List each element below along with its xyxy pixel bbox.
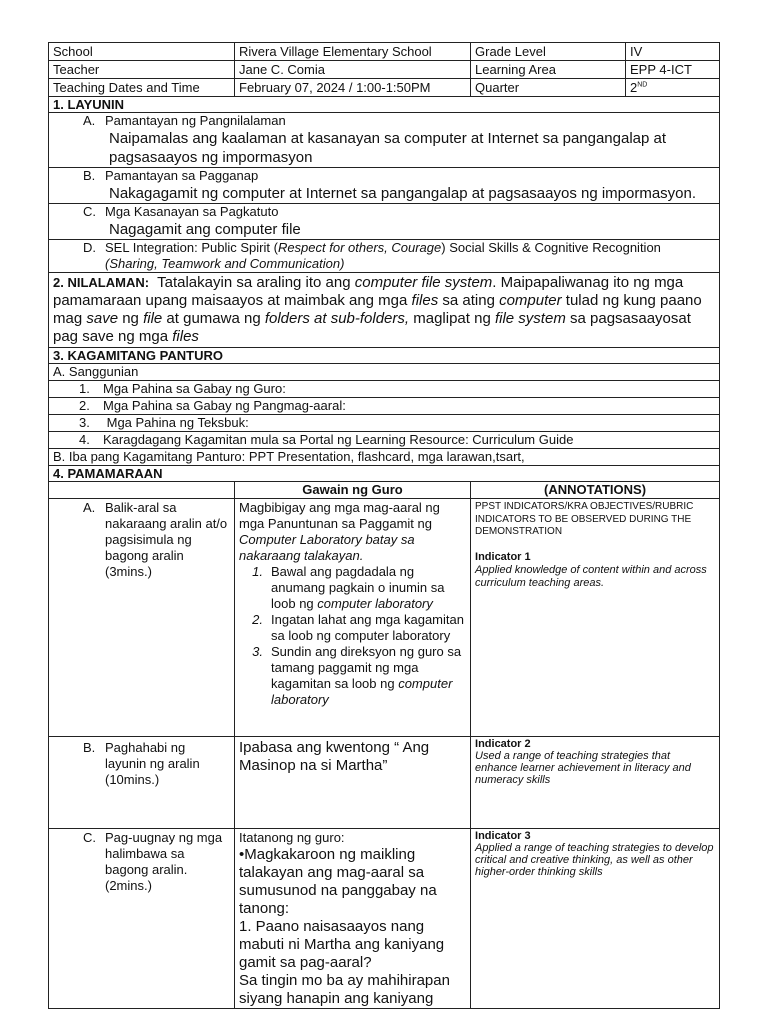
nilalaman-text-3: sa ating [438, 292, 500, 309]
phase-a-guro [235, 499, 471, 737]
nilalaman-italic-1: computer file system [354, 274, 493, 291]
annotation-heading: PPST INDICATORS/KRA OBJECTIVES/RUBRIC INDICATORS TO BE OBSERVED DURING THE DEMONSTRATION [475, 501, 694, 537]
kagamitan-item-number: 2. [79, 398, 90, 413]
layunin-d-line2: (Sharing, Teamwork and Communication) [105, 256, 345, 271]
layunin-b [49, 168, 720, 204]
kagamitan-item-text: Karagdagang Kagamitan mula sa Portal ng Learning Resource: Curriculum Guide [103, 432, 574, 447]
phase-b-annotation [471, 737, 720, 829]
header-row-school [49, 43, 720, 61]
phase-b-guro: Ipabasa ang kwentong “ Ang Masinop na si Martha” [235, 737, 471, 829]
layunin-c-text: Nagagamit ang computer file [109, 221, 301, 238]
nilalaman-italic-4: save [86, 310, 119, 327]
rule-text: Sundin ang direksyon ng guro sa tamang paggamit ng mga kagamitan sa loob ng [271, 644, 462, 691]
school-value: Rivera Village Elementary School [235, 43, 471, 61]
column-gawain-ng-guro: Gawain ng Guro [235, 482, 471, 499]
phase-a-label: A. [83, 500, 96, 515]
nilalaman-italic-8: files [172, 328, 199, 345]
kagamitan-item-number: 1. [79, 381, 90, 396]
layunin-d [49, 240, 720, 273]
area-value: EPP 4-ICT [626, 61, 720, 79]
layunin-a [49, 113, 720, 168]
kagamitan-item-text: Mga Pahina sa Gabay ng Pangmag-aaral: [103, 398, 346, 413]
phase-c-text-1: •Magkakaroon ng maikling talakayan ang mag-aaral sa sumusunod na panggabay na tanong: [239, 846, 437, 917]
phase-a-annotation [471, 499, 720, 737]
layunin-a-text: Naipamalas ang kaalaman at kasanayan sa computer at Internet sa pangangalap at pagsasaayos ng impormasyon [109, 130, 667, 166]
indicator-2-label: Indicator 2 [475, 738, 531, 750]
layunin-a-label: A. [83, 113, 96, 128]
layunin-b-label: B. [83, 168, 96, 183]
rule-italic: computer laboratory [271, 676, 453, 707]
quarter-label: Quarter [471, 79, 626, 97]
phase-b-title: Paghahabi ng layunin ng aralin (10mins.) [105, 740, 200, 787]
quarter-number: 2 [630, 80, 638, 95]
rule-text: Ingatan lahat ang mga kagamitan sa loob ng computer laboratory [271, 612, 464, 643]
indicator-2-text: Used a range of teaching strategies that enhance learner achievement in literacy and numeracy skills [475, 750, 691, 786]
phase-a-title: Balik-aral sa nakaraang aralin at/o pagsisimula ng bagong aralin (3mins.) [105, 500, 228, 579]
nilalaman-text-6: at gumawa ng [162, 310, 265, 327]
nilalaman-title: 2. NILALAMAN: [53, 275, 150, 290]
quarter-value [626, 79, 720, 97]
kagamitan-a: A. Sanggunian [49, 364, 720, 381]
nilalaman-italic-6: folders at sub-folders, [264, 310, 410, 327]
kagamitan-item [49, 415, 720, 432]
quarter-suffix: ND [637, 81, 648, 89]
layunin-d-italic: Respect for others, Courage [277, 240, 442, 255]
phase-a-rule [239, 612, 466, 644]
grade-label: Grade Level [471, 43, 626, 61]
lesson-plan-document [48, 42, 719, 1009]
phase-a-rules [239, 564, 466, 708]
section-kagamitan-title: 3. KAGAMITANG PANTURO [49, 348, 720, 364]
area-label: Learning Area [471, 61, 626, 79]
phase-a-rule [239, 644, 466, 708]
kagamitan-b: B. Iba pang Kagamitang Panturo: PPT Presentation, flashcard, mga larawan,tsart, [49, 449, 720, 466]
nilalaman-text-4: tulad ng kung paano mag [53, 292, 702, 327]
indicator-1-text: Applied knowledge of content within and across curriculum teaching areas. [475, 563, 707, 589]
nilalaman-text-7: maglipat ng [409, 310, 495, 327]
phase-c-title: Pag-uugnay ng mga halimbawa sa bagong aralin. (2mins.) [105, 830, 223, 893]
kagamitan-item-number: 3. [79, 415, 90, 430]
phase-c-text-2: 1. Paano naisasaayos nang mabuti ni Martha ang kaniyang gamit sa pag-aaral? [239, 918, 445, 971]
nilalaman-text-2: . Maipapaliwanag ito ng mga pamamaraan upang maisaayos at maimbak ang mga [53, 274, 684, 309]
kagamitan-item [49, 398, 720, 415]
layunin-c [49, 204, 720, 240]
pamamaraan-blank-header [49, 482, 235, 499]
nilalaman-italic-3: computer [499, 292, 562, 309]
rule-number: 2. [252, 612, 263, 627]
section-layunin-title: 1. LAYUNIN [49, 97, 720, 113]
header-row-dates [49, 79, 720, 97]
phase-a-intro: Magbibigay ang mga mag-aaral ng mga Panuntunan sa Paggamit ng [239, 500, 440, 531]
phase-b-label: B. [83, 740, 96, 755]
grade-value: IV [626, 43, 720, 61]
layunin-a-title: Pamantayan ng Pangnilalaman [105, 113, 286, 128]
phase-c-guro [235, 829, 471, 1009]
layunin-d-pre: SEL Integration: Public Spirit ( [105, 240, 278, 255]
nilalaman-italic-5: file [143, 310, 163, 327]
indicator-3-text: Applied a range of teaching strategies to develop critical and creative thinking, as well as other higher-order thinking skills [475, 842, 714, 878]
layunin-c-title: Mga Kasanayan sa Pagkatuto [105, 204, 279, 219]
rule-number: 1. [252, 564, 263, 579]
phase-c-annotation [471, 829, 720, 1009]
nilalaman-text-5: ng [118, 310, 144, 327]
phase-a-intro-italic: Computer Laboratory batay sa nakaraang talakayan. [239, 532, 415, 563]
column-annotations: (ANNOTATIONS) [471, 482, 720, 499]
kagamitan-item [49, 381, 720, 398]
indicator-1-label: Indicator 1 [475, 550, 531, 563]
kagamitan-item-text: Mga Pahina ng Teksbuk: [103, 415, 249, 430]
nilalaman-italic-2: files [411, 292, 439, 309]
layunin-b-text: Nakagagamit ng computer at Internet sa pangangalap at pagsasaayos ng impormasyon. [109, 185, 697, 202]
phase-c-text-3: Sa tingin mo ba ay mahihirapan siyang hanapin ang kaniyang [239, 972, 450, 1007]
phase-a-rule [239, 564, 466, 612]
nilalaman-italic-7: file system [494, 310, 566, 327]
dates-label: Teaching Dates and Time [49, 79, 235, 97]
phase-c-cell [49, 829, 235, 1009]
phase-c-small: Itatanong ng guro: [239, 830, 345, 845]
rule-italic: computer laboratory [317, 596, 433, 611]
kagamitan-item [49, 432, 720, 449]
dates-value: February 07, 2024 / 1:00-1:50PM [235, 79, 471, 97]
rule-text: Bawal ang pagdadala ng anumang pagkain o inumin sa loob ng [271, 564, 445, 611]
lesson-plan-table [48, 42, 720, 1009]
layunin-d-label: D. [83, 240, 96, 255]
kagamitan-item-number: 4. [79, 432, 90, 447]
section-pamamaraan-title: 4. PAMAMARAAN [49, 466, 720, 482]
phase-c-label: C. [83, 830, 96, 845]
nilalaman-text-8: sa pagsasaayosat pag save ng mga [53, 310, 691, 345]
layunin-d-post: ) Social Skills & Cognitive Recognition [441, 240, 661, 255]
indicator-3-label: Indicator 3 [475, 830, 531, 842]
nilalaman-block [49, 273, 720, 348]
layunin-b-title: Pamantayan sa Pagganap [105, 168, 259, 183]
rule-number: 3. [252, 644, 263, 659]
teacher-label: Teacher [49, 61, 235, 79]
phase-a-cell [49, 499, 235, 737]
school-label: School [49, 43, 235, 61]
layunin-c-label: C. [83, 204, 96, 219]
kagamitan-item-text: Mga Pahina sa Gabay ng Guro: [103, 381, 286, 396]
phase-b-cell [49, 737, 235, 829]
teacher-value: Jane C. Comia [235, 61, 471, 79]
nilalaman-text-1: Tatalakayin sa araling ito ang [157, 274, 355, 291]
header-row-teacher [49, 61, 720, 79]
